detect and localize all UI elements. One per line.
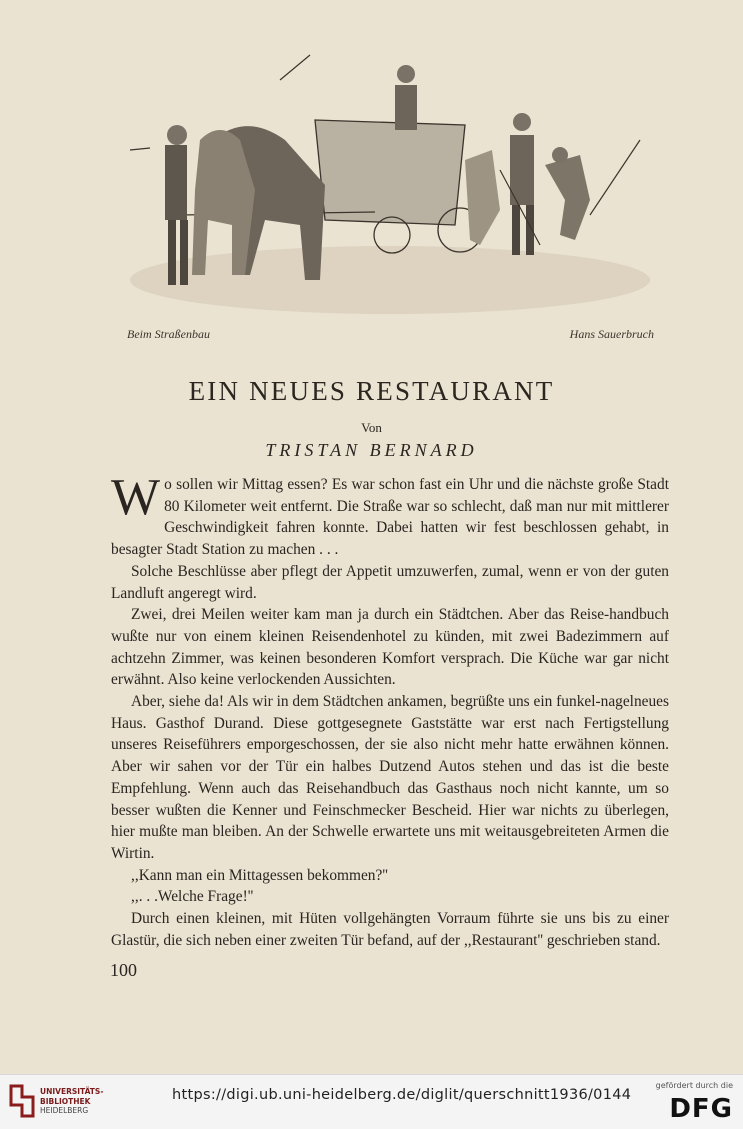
page-number: 100	[110, 960, 137, 980]
article-body	[111, 469, 669, 951]
illustration-caption: Beim Straßenbau	[127, 327, 210, 341]
paragraph	[111, 469, 669, 561]
byline-von: Von	[361, 420, 382, 435]
library-name: UNIVERSITÄTS- BIBLIOTHEK HEIDELBERG	[40, 1087, 104, 1115]
dfg-logo: DFG	[669, 1094, 733, 1124]
article-author: TRISTAN BERNARD	[265, 440, 478, 460]
street-construction-drawing-icon	[120, 40, 660, 315]
paragraph: Aber, siehe da! Als wir in dem Städtchen ankamen, begrüßte uns ein funkel-nagelneues Haus. Gasthof Durand. Diese gottgesegnete Gaststätte war erst nach Fertigstellung unseres Reiseführers emporgeschossen, der sie also nicht mehr hatte erwähnen können. Aber wir sahen vor der Tür ein halbes Dutzend Autos stehen und das ist die beste Empfehlung. Wenn auch das Reisehandbuch das Gasthaus noch nicht kannte, um so besser wußten die Kenner und Feinschmecker Bescheid. Hier war nichts zu überlegen, hier mußte man bleiben. An der Schwelle erwartete uns mit weitausgebreiteten Armen die Wirtin.	[111, 693, 669, 862]
paragraph: Durch einen kleinen, mit Hüten vollgehängten Vorraum führte sie uns bis zu einer Glastür, die sich neben einer zweiten Tür befand, auf der ,,Restaurant'' geschrieben stand.	[111, 910, 669, 949]
permalink-url[interactable]: https://digi.ub.uni-heidelberg.de/diglit/querschnitt1936/0144	[172, 1087, 632, 1103]
funding-note: gefördert durch die	[655, 1081, 733, 1090]
dropcap: W	[111, 469, 161, 526]
paragraph: Zwei, drei Meilen weiter kam man ja durch ein Städtchen. Aber das Reise-handbuch wußte nur von einem kleinen Reisendenhotel zu künden, mit zwei Badezimmern auf achtzehn Zimmer, was keinen besonderen Komfort versprach. Die Küche war gar nicht erwähnt. Also keine verlockenden Aussichten.	[111, 606, 669, 689]
university-library-logo-icon	[8, 1083, 36, 1119]
article-title: EIN NEUES RESTAURANT	[188, 376, 555, 406]
paragraph-text: o sollen wir Mittag essen? Es war schon fast ein Uhr und die nächste große Stadt 80 Kilometer weit entfernt. Die Straße war so schlecht, daß man nur mit mittlerer Geschwindigkeit fahren konnte. Dabei hatten wir fest beschlossen gehabt, in besagter Stadt Station zu machen . . .	[111, 476, 669, 559]
paragraph: Solche Beschlüsse aber pflegt der Appetit umzuwerfen, zumal, wenn er von der guten Landluft angeregt wird.	[111, 562, 669, 602]
paragraph: ,,. . .Welche Frage!''	[131, 888, 254, 906]
paragraph: ,,Kann man ein Mittagessen bekommen?''	[131, 866, 388, 884]
illustrator-credit: Hans Sauerbruch	[569, 327, 654, 341]
viewer-footer	[0, 1074, 743, 1129]
